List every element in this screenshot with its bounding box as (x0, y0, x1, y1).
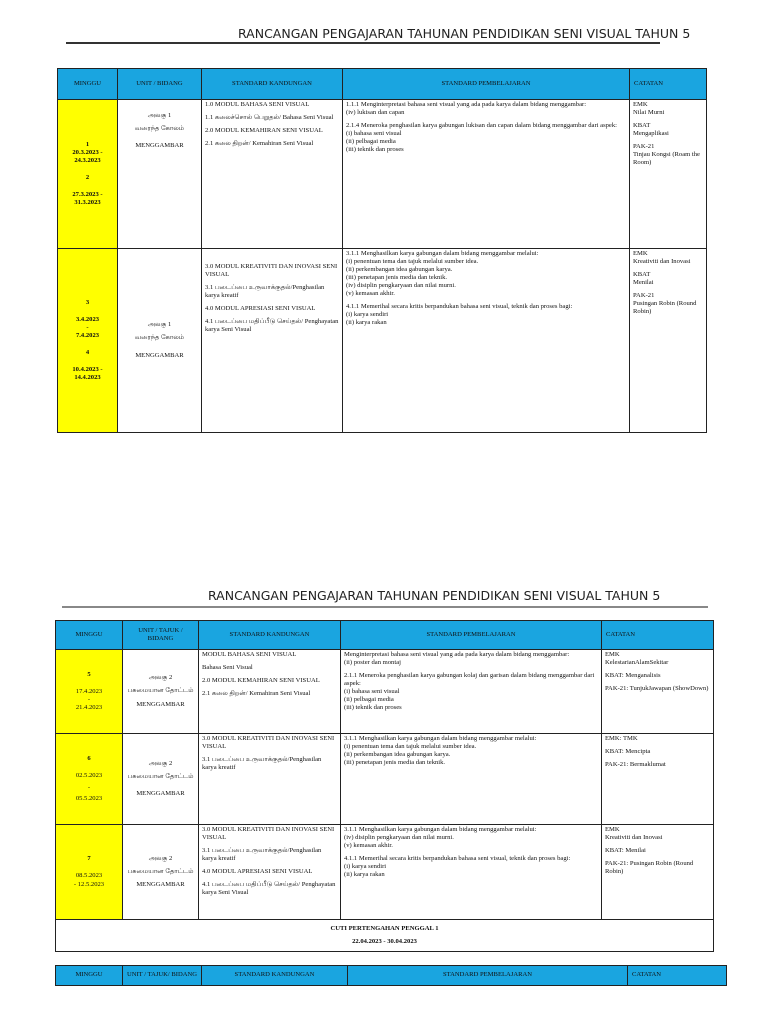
catatan-cell: EMK KelestarianAlamSekitar KBAT: Menganalisis PAK-21: TunjukJawapan (ShowDown) (602, 650, 714, 734)
standard-kandungan-cell: MODUL BAHASA SENI VISUAL Bahasa Seni Visual 2.0 MODUL KEMAHIRAN SENI VISUAL 2.1 கலை திறன்/ Kemahiran Seni Visual (199, 650, 341, 734)
standard-pembelajaran-cell: Menginterpretasi bahasa seni visual yang ada pada karya dalam bidang menggambar: (ii) poster dan montaj 2.1.1 Meneroka penghasilan karya gabungan kolaj dan garisan dalam bidang menggambar dari aspek: (i) bahasa seni visual (ii) pelbagai media (iii) teknik dan proses (341, 650, 602, 734)
standard-pembelajaran-cell: 1.1.1 Menginterpretasi bahasa seni visual yang ada pada karya dalam bidang menggambar: (iv) lukisan dan capan 2.1.4 Meneroka penghasilan karya gabungan lukisan dan capan dalam bidang menggambar dari aspek: (i) bahasa seni visual (ii) pelbagai media (iii) teknik dan proses (343, 100, 630, 249)
page-title-1: RANCANGAN PENGAJARAN TAHUNAN PENDIDIKAN SENI VISUAL TAHUN 5 (238, 26, 691, 41)
header-catatan: CATATAN (628, 966, 727, 986)
table-row (56, 734, 714, 825)
unit-cell: அலகு 2 பசுமையான தோட்டம் MENGGAMBAR (123, 734, 199, 825)
unit-cell: அலகு 2 பசுமையான தோட்டம் MENGGAMBAR (123, 650, 199, 734)
holiday-cell (56, 920, 714, 952)
standard-kandungan-cell: 3.0 MODUL KREATIVITI DAN INOVASI SENI VISUAL 3.1 படைப்பை உருவாக்குதல்/Penghasilan karya kreatif 4.0 MODUL APRESIASI SENI VISUAL 4.1 படைப்பை மதிப்பீடு செய்தல்/ Penghayatan karya Seni Visual (202, 249, 343, 433)
title-rule-1 (66, 42, 660, 44)
header-standard-pembelajaran: STANDARD PEMBELAJARAN (348, 966, 628, 986)
table-row (56, 650, 714, 734)
header-catatan: CATATAN (602, 621, 714, 650)
header-minggu: MINGGU (56, 966, 123, 986)
catatan-cell: EMK: TMK KBAT: Mencipta PAK-21: Bermaklumat (602, 734, 714, 825)
holiday-dates: 22.04.2023 - 30.04.2023 (352, 938, 417, 945)
week-cell: 5 17.4.2023 - 21.4.2023 (56, 650, 123, 734)
standard-kandungan-cell: 1.0 MODUL BAHASA SENI VISUAL 1.1 கலைச்சொல் பெறுதல்/ Bahasa Seni Visual 2.0 MODUL KEMAHIRAN SENI VISUAL 2.1 கலை திறன்/ Kemahiran Seni Visual (202, 100, 343, 249)
table-row (58, 100, 707, 249)
header-standard-pembelajaran: STANDARD PEMBELAJARAN (343, 69, 630, 100)
table-row (56, 825, 714, 920)
week-cell: 3 3.4.2023 - 7.4.2023 4 10.4.2023 - 14.4.2023 (58, 249, 118, 433)
standard-pembelajaran-cell: 3.1.1 Menghasilkan karya gabungan dalam bidang menggambar melalui: (iv) disiplin pengkaryaan dan nilai murni. (v) kemasan akhir. 4.1.1 Memerihal secara kritis berpandukan bahasa seni visual, teknik dan proses bagi: (i) karya sendiri (ii) karya rakan (341, 825, 602, 920)
catatan-cell: EMK Nilai Murni KBAT Mengaplikasi PAK-21 Tinjau Kongsi (Roam the Room) (630, 100, 707, 249)
week-cell: 6 02.5.2023 - 05.5.2023 (56, 734, 123, 825)
title-rule-2 (62, 606, 708, 608)
page-title-2: RANCANGAN PENGAJARAN TAHUNAN PENDIDIKAN SENI VISUAL TAHUN 5 (208, 588, 661, 603)
standard-pembelajaran-cell: 3.1.1 Menghasilkan karya gabungan dalam bidang menggambar melalui: (i) penentuan tema dan tajuk melalui sumber idea. (ii) perkembangan idea gabungan karya. (iii) penetapan jenis media dan teknik. (iv) disiplin pengkaryaan dan nilai murni. (v) kemasan akhir. 4.1.1 Memerihal secara kritis berpandukan bahasa seni visual, teknik dan proses bagi: (i) karya sendiri (ii) karya rakan (343, 249, 630, 433)
standard-pembelajaran-cell: 3.1.1 Menghasilkan karya gabungan dalam bidang menggambar melalui: (i) penentuan tema dan tajuk melalui sumber idea. (ii) perkembangan idea gabungan karya. (iii) penetapan jenis media dan teknik. (341, 734, 602, 825)
schedule-table-2 (55, 620, 714, 952)
unit-cell: அலகு 1 வரைந்த கோலம் MENGGAMBAR (118, 249, 202, 433)
unit-cell: அலகு 2 பசுமையான தோட்டம் MENGGAMBAR (123, 825, 199, 920)
header-standard-kandungan: STANDARD KANDUNGAN (202, 69, 343, 100)
standard-kandungan-cell: 3.0 MODUL KREATIVITI DAN INOVASI SENI VISUAL 3.1 படைப்பை உருவாக்குதல்/Penghasilan karya kreatif 4.0 MODUL APRESIASI SENI VISUAL 4.1 படைப்பை மதிப்பீடு செய்தல்/ Penghayatan karya Seni Visual (199, 825, 341, 920)
header-standard-kandungan: STANDARD KANDUNGAN (199, 621, 341, 650)
header-minggu: MINGGU (56, 621, 123, 650)
header-catatan: CATATAN (630, 69, 707, 100)
holiday-title: CUTI PERTENGAHAN PENGGAL 1 (330, 924, 439, 932)
header-unit: UNIT / TAJUK/ BIDANG (123, 966, 202, 986)
header-standard-kandungan: STANDARD KANDUNGAN (202, 966, 348, 986)
schedule-table-3 (55, 965, 727, 986)
week-cell: 7 08.5.2023 - 12.5.2023 (56, 825, 123, 920)
holiday-row (56, 920, 714, 952)
catatan-cell: EMK Kreativiti dan Inovasi KBAT: Menilai PAK-21: Pusingan Robin (Round Robin) (602, 825, 714, 920)
table-row (58, 249, 707, 433)
header-standard-pembelajaran: STANDARD PEMBELAJARAN (341, 621, 602, 650)
standard-kandungan-cell: 3.0 MODUL KREATIVITI DAN INOVASI SENI VISUAL 3.1 படைப்பை உருவாக்குதல்/Penghasilan karya kreatif (199, 734, 341, 825)
header-unit: UNIT / TAJUK / BIDANG (123, 621, 199, 650)
week-cell: 1 20.3.2023 - 24.3.2023 2 27.3.2023 - 31.3.2023 (58, 100, 118, 249)
schedule-table-1 (57, 68, 707, 433)
header-minggu: MINGGU (58, 69, 118, 100)
unit-cell: அலகு 1 வரைந்த கோலம் MENGGAMBAR (118, 100, 202, 249)
header-unit: UNIT / BIDANG (118, 69, 202, 100)
catatan-cell: EMK Kreativiti dan Inovasi KBAT Menilai PAK-21 Pusingan Robin (Round Robin) (630, 249, 707, 433)
